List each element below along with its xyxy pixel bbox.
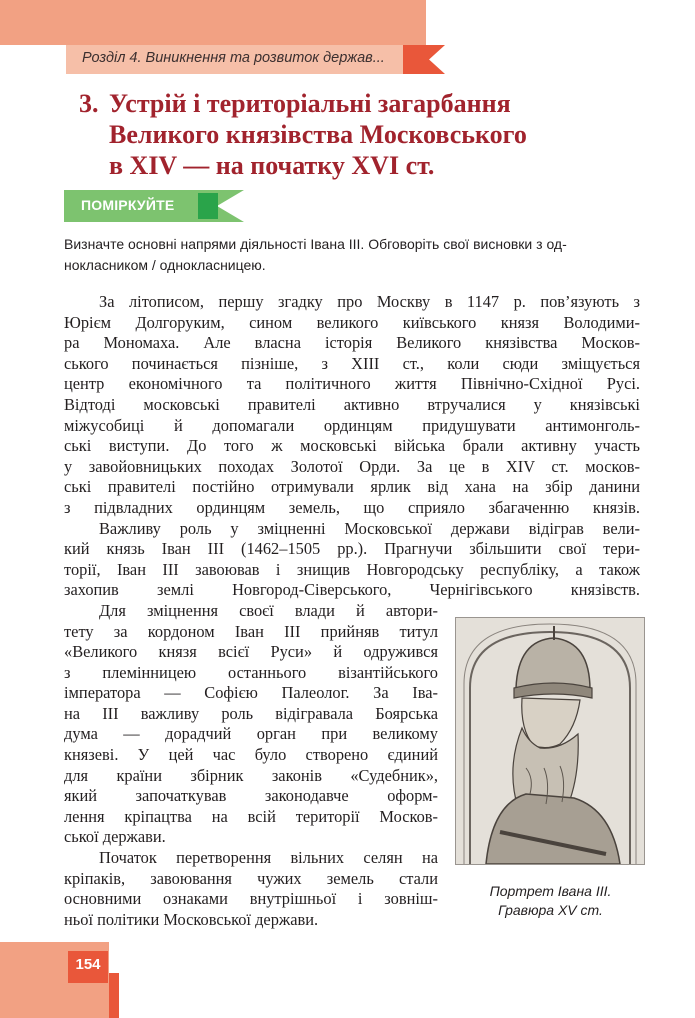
text-line: тету за кордоном Іван ІІІ прийняв титул xyxy=(64,621,438,641)
text-line: кий князь Іван ІІІ (1462–1505 рр.). Прагнучи збільшити свої тери- xyxy=(64,539,640,559)
header-band xyxy=(0,0,426,45)
section-title xyxy=(79,88,527,181)
think-badge-label: ПОМІРКУЙТЕ xyxy=(81,197,175,213)
text-line: ські правителі постійно отримували ярлик від хана на збір данини xyxy=(64,477,640,497)
text-line: князеві. У цей час було створено єдиний xyxy=(64,745,438,765)
text-line: Відтоді московські правителі активно втручалися у князівські xyxy=(64,394,640,414)
paragraph-2 xyxy=(64,519,640,601)
section-title-line-3: в XIV — на початку XVI ст. xyxy=(109,151,435,180)
text-line: з підвладних ординцям земель, що сприяло збагаченню князів. xyxy=(64,497,640,517)
text-line: За літописом, першу згадку про Москву в 1147 р. пов’язують з xyxy=(99,292,640,311)
text-line: центр економічного та політичного життя Північно-Східної Русі. xyxy=(64,374,640,394)
think-badge xyxy=(64,190,242,222)
text-line: на ІІІ важливу роль відігравала Боярська xyxy=(64,703,438,723)
text-line: Для зміцнення своєї влади й автори- xyxy=(99,600,438,620)
task-line: нокласником / однокласницею. xyxy=(64,256,266,273)
chapter-title: Розділ 4. Виникнення та розвиток держав... xyxy=(82,50,385,66)
text-line: який започаткував законодавче оформ- xyxy=(64,786,438,806)
portrait-image-ivan-iii xyxy=(455,617,645,865)
text-line: з племінницею останнього візантійського xyxy=(64,662,438,682)
think-badge-square xyxy=(198,193,218,219)
text-line: ського починається пізніше, з XIII ст., коли сюди зміщується xyxy=(64,353,640,373)
text-line: міжусобиці й допомагали ординцям придушувати антимонголь- xyxy=(64,415,640,435)
section-title-line-2: Великого князівства Московського xyxy=(109,120,527,149)
text-line: Юрієм Долгоруким, сином великого київського князя Володими- xyxy=(64,312,640,332)
chapter-arrow-marker xyxy=(403,45,445,74)
caption-line-2: Гравюра XV ст. xyxy=(498,902,603,918)
portrait-caption xyxy=(453,882,648,920)
text-line: ські виступи. До того ж московські війська брали активну участь xyxy=(64,436,640,456)
paragraph-1 xyxy=(64,292,640,519)
text-line: Початок перетворення вільних селян на xyxy=(99,848,438,868)
text-line: захопив землі Новгород-Сіверського, Чернігівського князівств. xyxy=(64,580,640,600)
text-line: «Великого князя всієї Руси» й одружився xyxy=(64,642,438,662)
text-line: імператора — Софією Палеолог. За Іва- xyxy=(64,683,438,703)
text-line: Важливу роль у зміцненні Московської держави відіграв вели- xyxy=(99,518,640,538)
text-line: ньої політики Московської держави. xyxy=(64,909,319,929)
text-line: у завойовницьких походах Золотої Орди. За це в XIV ст. москов- xyxy=(64,456,640,476)
text-line: для країни збірник законів «Судебник», xyxy=(64,765,438,785)
task-text xyxy=(64,234,644,275)
page-number: 154 xyxy=(75,956,101,973)
text-line: торії, Іван ІІІ завоював і знищив Новгородську республіку, а також xyxy=(64,559,640,579)
footer-strip xyxy=(109,973,119,1018)
section-title-line-1: Устрій і територіальні загарбання xyxy=(109,89,511,118)
text-line: ра Мономаха. Але власна історія Великого князівства Москов- xyxy=(64,333,640,353)
text-line: кріпаків, завоювання чужих земель стали xyxy=(64,868,438,888)
text-line: лення кріпацтва на всій території Москов- xyxy=(64,806,438,826)
text-line: дума — дорадчий орган при великому xyxy=(64,724,438,744)
section-number: 3. xyxy=(79,89,99,118)
text-line: основними ознаками внутрішньої і зовніш- xyxy=(64,889,438,909)
engraving-illustration xyxy=(456,618,644,864)
text-line: ської держави. xyxy=(64,827,166,847)
caption-line-1: Портрет Івана ІІІ. xyxy=(489,883,612,899)
task-line: Визначте основні напрями діяльності Івана ІІІ. Обговоріть свої висновки з од- xyxy=(64,236,567,252)
